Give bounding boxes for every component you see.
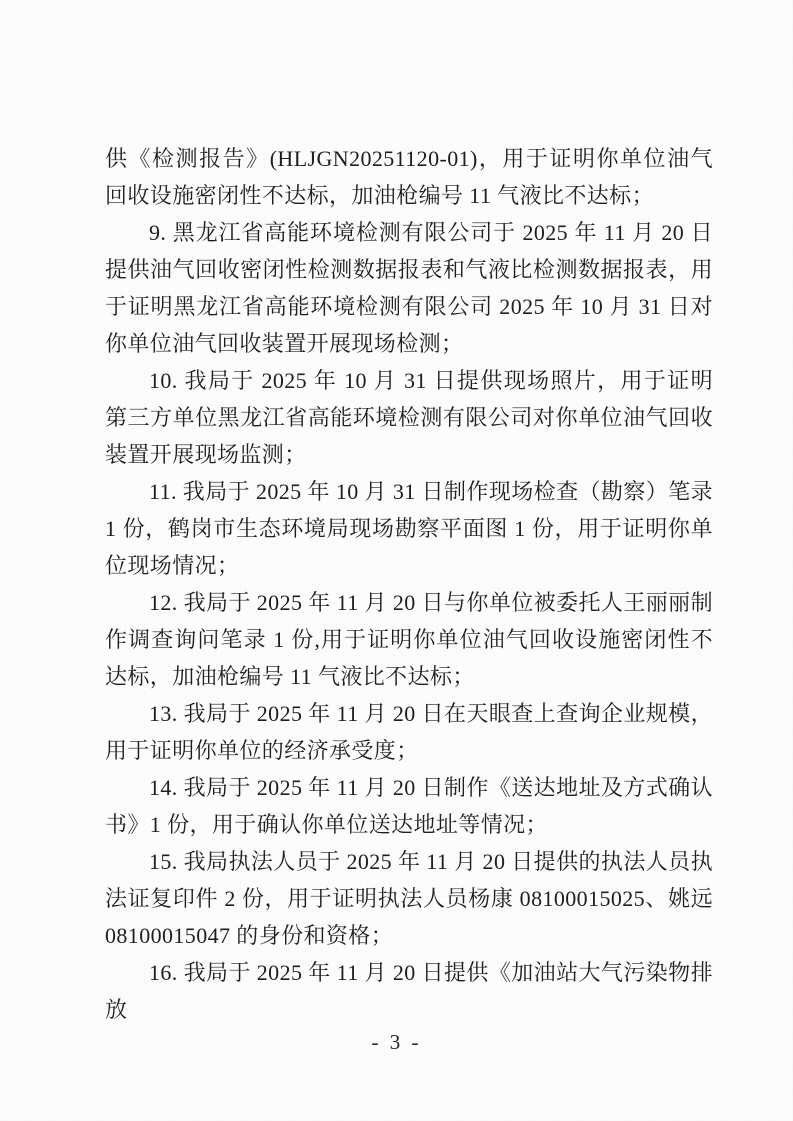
page-number: - 3 - xyxy=(371,1030,422,1054)
paragraph-item-12: 12. 我局于 2025 年 11 月 20 日与你单位被委托人王丽丽制作调查询问笔录 1 份,用于证明你单位油气回收设施密闭性不达标，加油枪编号 11 气液比不达标； xyxy=(105,590,713,689)
paragraph-item-9: 9. 黑龙江省高能环境检测有限公司于 2025 年 11 月 20 日提供油气回收密闭性检测数据报表和气液比检测数据报表，用于证明黑龙江省高能环境检测有限公司 2025 年 10 月 31 日对你单位油气回收装置开展现场检测； xyxy=(105,220,713,356)
paragraph-item-16: 16. 我局于 2025 年 11 月 20 日提供《加油站大气污染物排放 xyxy=(105,960,713,1022)
paragraph-item-13: 13. 我局于 2025 年 11 月 20 日在天眼查上查询企业规模，用于证明你单位的经济承受度； xyxy=(105,701,713,763)
paragraph-item-10: 10. 我局于 2025 年 10 月 31 日提供现场照片，用于证明第三方单位黑龙江省高能环境检测有限公司对你单位油气回收装置开展现场监测； xyxy=(105,368,713,467)
paragraph-item-14: 14. 我局于 2025 年 11 月 20 日制作《送达地址及方式确认书》1 份，用于确认你单位送达地址等情况； xyxy=(105,775,713,837)
paragraph-continuation: 供《检测报告》(HLJGN20251120-01)，用于证明你单位油气回收设施密闭性不达标，加油枪编号 11 气液比不达标； xyxy=(105,146,713,208)
paragraph-item-15: 15. 我局执法人员于 2025 年 11 月 20 日提供的执法人员执法证复印件 2 份，用于证明执法人员杨康 08100015025、姚远 08100015047 的身份和资格； xyxy=(105,849,713,948)
document-body xyxy=(105,140,713,1028)
paragraph-item-11: 11. 我局于 2025 年 10 月 31 日制作现场检查（勘察）笔录 1 份，鹤岗市生态环境局现场勘察平面图 1 份，用于证明你单位现场情况； xyxy=(105,479,713,578)
